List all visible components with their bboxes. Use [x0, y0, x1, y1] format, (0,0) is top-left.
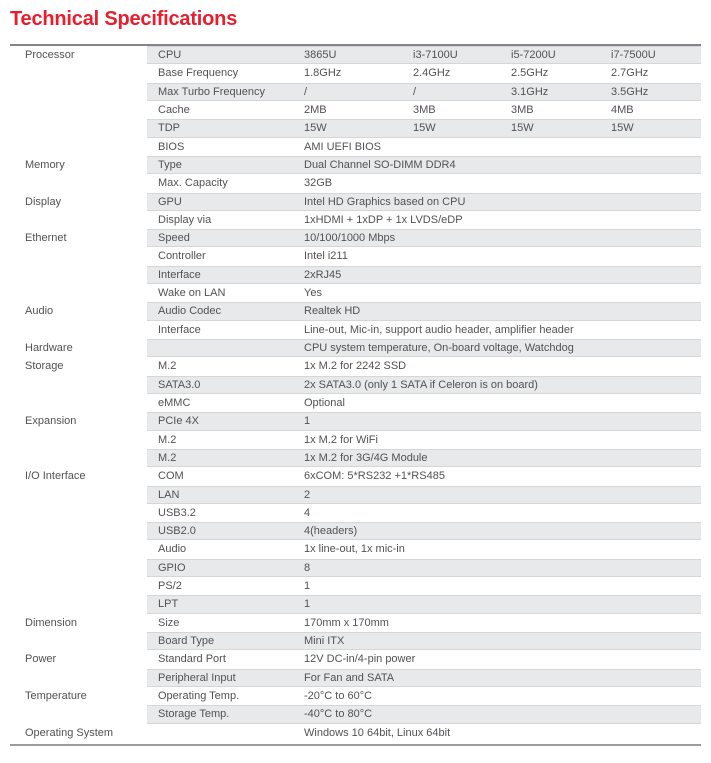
- spec-row-content: [147, 650, 701, 668]
- spec-row-content: [147, 321, 701, 339]
- spec-value: Optional: [304, 396, 345, 409]
- spec-row-content: [147, 266, 701, 284]
- spec-category-label: Display: [10, 193, 147, 211]
- spec-value: 170mm x 170mm: [304, 616, 389, 629]
- spec-row-content: [147, 376, 701, 394]
- spec-value: 1x M.2 for 3G/4G Module: [304, 451, 428, 464]
- spec-value: 3MB: [511, 103, 534, 116]
- spec-row: [10, 632, 701, 650]
- spec-value: 15W: [511, 122, 534, 135]
- spec-row: [10, 650, 701, 668]
- spec-row: [10, 266, 701, 284]
- spec-value: 3MB: [413, 103, 436, 116]
- spec-row-content: [147, 504, 701, 522]
- spec-category-label: [10, 486, 147, 504]
- spec-category-label: Operating System: [10, 724, 147, 742]
- spec-value: 2xRJ45: [304, 268, 342, 281]
- spec-row-content: [147, 156, 701, 174]
- spec-row-content: [147, 522, 701, 540]
- spec-row: [10, 119, 701, 137]
- spec-row: [10, 431, 701, 449]
- spec-value: i5-7200U: [511, 49, 556, 61]
- spec-category-label: Hardware: [10, 339, 147, 357]
- spec-item-label: Standard Port: [158, 653, 226, 666]
- spec-category-label: Power: [10, 650, 147, 668]
- spec-value: Yes: [304, 287, 322, 300]
- spec-row-content: [147, 540, 701, 558]
- spec-row-content: [147, 705, 701, 723]
- spec-value: 3.5GHz: [611, 85, 649, 98]
- spec-value: 1x M.2 for 2242 SSD: [304, 360, 407, 373]
- spec-category-label: [10, 376, 147, 394]
- spec-row: [10, 46, 701, 64]
- spec-row-content: [147, 284, 701, 302]
- spec-row-content: [147, 614, 701, 632]
- spec-value: 15W: [413, 122, 436, 135]
- spec-category-label: [10, 595, 147, 613]
- spec-item-label: GPU: [158, 195, 182, 208]
- spec-row: [10, 669, 701, 687]
- spec-item-label: Base Frequency: [158, 67, 239, 80]
- spec-category-label: [10, 174, 147, 192]
- spec-row: [10, 559, 701, 577]
- spec-value: Windows 10 64bit, Linux 64bit: [304, 726, 451, 739]
- spec-value: 12V DC-in/4-pin power: [304, 653, 416, 666]
- spec-row: [10, 376, 701, 394]
- spec-row-content: [147, 449, 701, 467]
- spec-category-label: [10, 632, 147, 650]
- spec-value: 2.5GHz: [511, 67, 549, 80]
- spec-value: /: [304, 85, 308, 98]
- spec-row: [10, 211, 701, 229]
- spec-item-label: eMMC: [158, 396, 191, 409]
- spec-row: [10, 101, 701, 119]
- spec-value: 15W: [304, 122, 327, 135]
- spec-value: Mini ITX: [304, 635, 345, 647]
- spec-row-content: [147, 595, 701, 613]
- spec-row: [10, 412, 701, 430]
- spec-category-label: [10, 64, 147, 82]
- spec-value: 3865U: [304, 49, 337, 61]
- spec-row-content: [147, 467, 701, 485]
- spec-category-label: [10, 577, 147, 595]
- spec-category-label: [10, 431, 147, 449]
- spec-item-label: GPIO: [158, 561, 186, 574]
- spec-category-label: [10, 266, 147, 284]
- spec-row: [10, 486, 701, 504]
- spec-row-content: [147, 394, 701, 412]
- spec-item-label: M.2: [158, 451, 177, 464]
- spec-category-label: [10, 83, 147, 101]
- spec-row-content: [147, 412, 701, 430]
- spec-row-content: [147, 486, 701, 504]
- spec-item-label: Storage Temp.: [158, 708, 230, 721]
- spec-value: For Fan and SATA: [304, 671, 395, 684]
- spec-row: [10, 64, 701, 82]
- spec-category-label: Processor: [10, 46, 147, 64]
- spec-value: Intel HD Graphics based on CPU: [304, 195, 466, 208]
- spec-row-content: [147, 211, 701, 229]
- spec-item-label: COM: [158, 470, 184, 483]
- spec-value: 3.1GHz: [511, 85, 549, 98]
- spec-item-label: Size: [158, 616, 180, 629]
- spec-row: [10, 724, 701, 742]
- spec-value: 10/100/1000 Mbps: [304, 232, 396, 245]
- spec-value: i3-7100U: [413, 49, 458, 61]
- spec-category-label: [10, 101, 147, 119]
- spec-value: /: [413, 85, 417, 98]
- spec-row: [10, 156, 701, 174]
- spec-row: [10, 83, 701, 101]
- spec-row-content: [147, 687, 701, 705]
- spec-row-content: [147, 83, 701, 101]
- spec-category-label: [10, 540, 147, 558]
- spec-item-label: Board Type: [158, 635, 215, 647]
- spec-category-label: [10, 138, 147, 156]
- spec-item-label: Audio Codec: [158, 305, 221, 318]
- spec-item-label: Type: [158, 158, 182, 171]
- spec-category-label: Memory: [10, 156, 147, 174]
- spec-row-content: [147, 302, 701, 320]
- spec-value: 1: [304, 598, 311, 611]
- spec-row: [10, 302, 701, 320]
- spec-category-label: [10, 669, 147, 687]
- spec-row: [10, 193, 701, 211]
- spec-row: [10, 540, 701, 558]
- spec-row-content: [147, 357, 701, 375]
- spec-row-content: [147, 247, 701, 265]
- spec-row-content: [147, 431, 701, 449]
- spec-value: 32GB: [304, 177, 333, 190]
- spec-row: [10, 247, 701, 265]
- spec-item-label: Peripheral Input: [158, 671, 236, 684]
- spec-value: Intel i211: [304, 250, 348, 263]
- spec-value: 1.8GHz: [304, 67, 342, 80]
- spec-value: AMI UEFI BIOS: [304, 140, 382, 153]
- spec-row-content: [147, 559, 701, 577]
- spec-item-label: Controller: [158, 250, 206, 263]
- spec-row-content: [147, 632, 701, 650]
- spec-row: [10, 522, 701, 540]
- spec-item-label: Interface: [158, 323, 201, 336]
- spec-row-content: [147, 193, 701, 211]
- spec-value: 4MB: [611, 103, 634, 116]
- spec-value: 4(headers): [304, 525, 358, 538]
- spec-row: [10, 687, 701, 705]
- spec-row-content: [147, 119, 701, 137]
- spec-item-label: SATA3.0: [158, 378, 201, 391]
- spec-value: CPU system temperature, On-board voltage, Watchdog: [304, 342, 574, 354]
- spec-row-content: [147, 64, 701, 82]
- spec-row-content: [147, 174, 701, 192]
- spec-category-label: [10, 559, 147, 577]
- spec-category-label: [10, 394, 147, 412]
- spec-category-label: [10, 321, 147, 339]
- spec-row: [10, 394, 701, 412]
- spec-row: [10, 504, 701, 522]
- spec-value: 1x line-out, 1x mic-in: [304, 543, 405, 556]
- spec-value: 4: [304, 506, 311, 519]
- spec-category-label: Temperature: [10, 687, 147, 705]
- spec-category-label: I/O Interface: [10, 467, 147, 485]
- spec-item-label: USB3.2: [158, 506, 196, 519]
- spec-item-label: CPU: [158, 49, 182, 61]
- spec-value: 2MB: [304, 103, 327, 116]
- spec-row-content: [147, 724, 701, 742]
- spec-row: [10, 705, 701, 723]
- spec-value: Dual Channel SO-DIMM DDR4: [304, 158, 456, 171]
- spec-row: [10, 595, 701, 613]
- spec-value: 1: [304, 415, 311, 428]
- spec-value: 8: [304, 561, 311, 574]
- spec-item-label: Wake on LAN: [158, 287, 226, 300]
- spec-category-label: [10, 284, 147, 302]
- spec-value: -40°C to 80°C: [304, 708, 373, 721]
- spec-category-label: Expansion: [10, 412, 147, 430]
- spec-category-label: Storage: [10, 357, 147, 375]
- spec-item-label: Cache: [158, 103, 190, 116]
- spec-value: 2.7GHz: [611, 67, 649, 80]
- spec-row: [10, 449, 701, 467]
- spec-item-label: PS/2: [158, 580, 182, 593]
- spec-item-label: USB2.0: [158, 525, 196, 538]
- spec-item-label: Speed: [158, 232, 190, 245]
- spec-item-label: TDP: [158, 122, 180, 135]
- spec-row: [10, 284, 701, 302]
- spec-value: Realtek HD: [304, 305, 361, 318]
- spec-row-content: [147, 669, 701, 687]
- page-title: Technical Specifications: [10, 8, 238, 30]
- spec-category-label: Dimension: [10, 614, 147, 632]
- spec-row: [10, 174, 701, 192]
- spec-value: 1xHDMI + 1xDP + 1x LVDS/eDP: [304, 213, 463, 226]
- spec-value: 1: [304, 580, 311, 593]
- spec-table: [10, 44, 701, 742]
- spec-category-label: [10, 247, 147, 265]
- spec-row: [10, 467, 701, 485]
- spec-item-label: Audio: [158, 543, 187, 556]
- spec-item-label: Operating Temp.: [158, 689, 240, 702]
- spec-value: 1x M.2 for WiFi: [304, 433, 378, 446]
- spec-item-label: M.2: [158, 360, 177, 373]
- spec-item-label: BIOS: [158, 140, 185, 153]
- spec-row-content: [147, 46, 701, 64]
- spec-category-label: [10, 449, 147, 467]
- spec-row-content: [147, 138, 701, 156]
- spec-item-label: M.2: [158, 433, 177, 446]
- spec-row: [10, 577, 701, 595]
- spec-value: Line-out, Mic-in, support audio header, amplifier header: [304, 323, 574, 336]
- spec-item-label: Max Turbo Frequency: [158, 85, 265, 98]
- spec-category-label: Audio: [10, 302, 147, 320]
- spec-category-label: [10, 119, 147, 137]
- spec-value: 2x SATA3.0 (only 1 SATA if Celeron is on board): [304, 378, 538, 391]
- spec-category-label: [10, 211, 147, 229]
- spec-row: [10, 339, 701, 357]
- spec-value: -20°C to 60°C: [304, 689, 373, 702]
- spec-category-label: [10, 504, 147, 522]
- spec-value: 2: [304, 488, 311, 501]
- spec-category-label: Ethernet: [10, 229, 147, 247]
- spec-row: [10, 614, 701, 632]
- spec-row: [10, 229, 701, 247]
- spec-value: 6xCOM: 5*RS232 +1*RS485: [304, 470, 445, 483]
- spec-value: 15W: [611, 122, 634, 135]
- spec-row: [10, 357, 701, 375]
- spec-row: [10, 138, 701, 156]
- spec-row-content: [147, 101, 701, 119]
- spec-item-label: Interface: [158, 268, 201, 281]
- spec-row-content: [147, 229, 701, 247]
- spec-row: [10, 321, 701, 339]
- table-bottom-rule: [10, 744, 701, 746]
- spec-item-label: Display via: [158, 213, 212, 226]
- spec-category-label: [10, 705, 147, 723]
- spec-row-content: [147, 339, 701, 357]
- spec-item-label: LPT: [158, 598, 179, 611]
- spec-item-label: PCIe 4X: [158, 415, 199, 428]
- spec-row-content: [147, 577, 701, 595]
- spec-item-label: LAN: [158, 488, 180, 501]
- spec-item-label: Max. Capacity: [158, 177, 228, 190]
- spec-category-label: [10, 522, 147, 540]
- spec-value: i7-7500U: [611, 49, 656, 61]
- spec-value: 2.4GHz: [413, 67, 451, 80]
